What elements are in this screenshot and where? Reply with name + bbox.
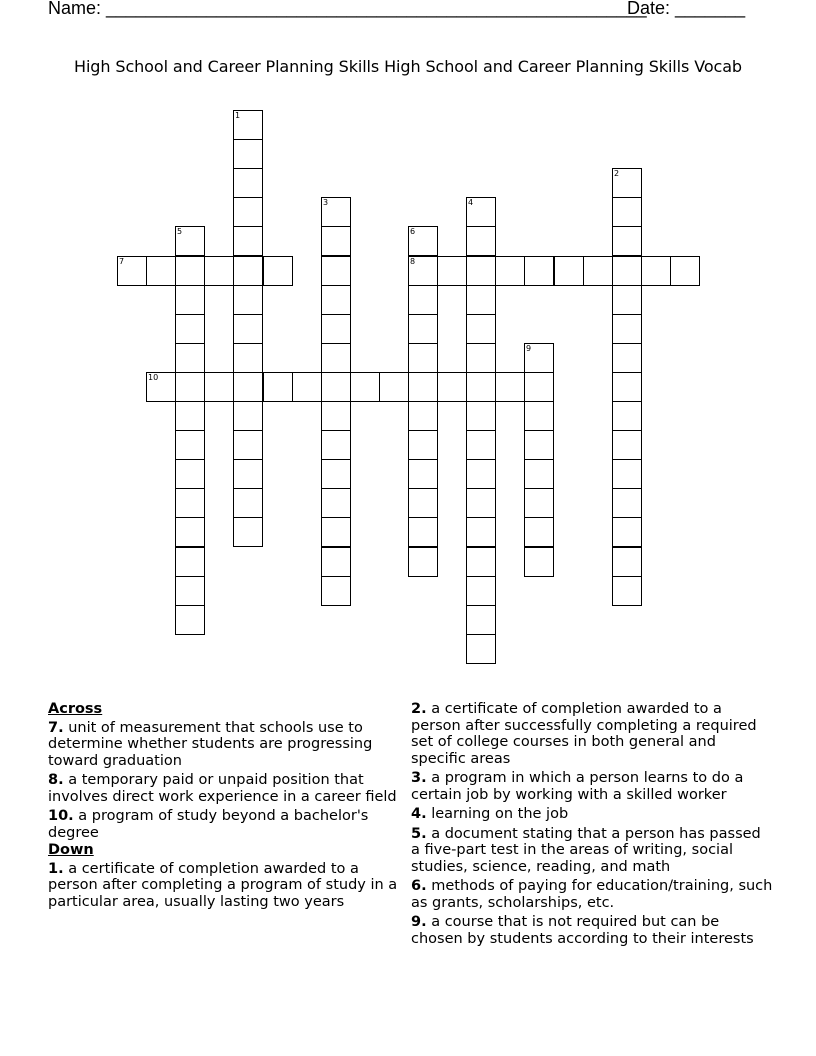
- clue-across-8: [48, 772, 398, 805]
- grid-cell[interactable]: [612, 168, 642, 198]
- grid-cell[interactable]: [466, 314, 496, 344]
- grid-cell[interactable]: [466, 343, 496, 373]
- grid-cell[interactable]: [263, 256, 293, 286]
- clue-down-9: [411, 914, 773, 947]
- grid-cell[interactable]: [321, 372, 351, 402]
- grid-cell[interactable]: [524, 459, 554, 489]
- down-heading: Down: [48, 842, 94, 858]
- clue-across-10: [48, 808, 398, 841]
- grid-cell[interactable]: [146, 372, 176, 402]
- grid-cell[interactable]: [175, 285, 205, 315]
- grid-cell[interactable]: [524, 401, 554, 431]
- clue-number: 2.: [411, 701, 427, 717]
- grid-cell[interactable]: [233, 401, 263, 431]
- clue-across-7: [48, 720, 398, 770]
- grid-cell[interactable]: [321, 314, 351, 344]
- cell-number: 9: [526, 344, 532, 353]
- grid-cell[interactable]: [408, 488, 438, 518]
- cell-number: 10: [148, 373, 159, 382]
- clue-text: a program of study beyond a bachelor's degree: [48, 808, 369, 841]
- clue-number: 9.: [411, 914, 427, 930]
- clue-text: learning on the job: [431, 806, 569, 822]
- clue-down-6: [411, 878, 773, 911]
- clue-number: 8.: [48, 772, 64, 788]
- grid-cell[interactable]: [175, 401, 205, 431]
- clue-number: 10.: [48, 808, 74, 824]
- grid-cell[interactable]: [524, 430, 554, 460]
- grid-cell[interactable]: [146, 256, 176, 286]
- grid-cell[interactable]: [321, 197, 351, 227]
- grid-cell[interactable]: [466, 226, 496, 256]
- grid-cell[interactable]: [466, 401, 496, 431]
- grid-cell[interactable]: [321, 226, 351, 256]
- grid-cell[interactable]: [321, 285, 351, 315]
- grid-cell[interactable]: [612, 547, 642, 577]
- grid-cell[interactable]: [233, 168, 263, 198]
- grid-cell[interactable]: [408, 343, 438, 373]
- grid-cell[interactable]: [321, 547, 351, 577]
- grid-cell[interactable]: [408, 401, 438, 431]
- grid-cell[interactable]: [408, 547, 438, 577]
- grid-cell[interactable]: [466, 197, 496, 227]
- grid-cell[interactable]: [292, 372, 322, 402]
- cell-number: 1: [235, 111, 241, 120]
- puzzle-title: High School and Career Planning Skills High School and Career Planning Skills Vocab: [74, 57, 742, 76]
- grid-cell[interactable]: [233, 139, 263, 169]
- grid-cell[interactable]: [321, 576, 351, 606]
- grid-cell[interactable]: [641, 256, 671, 286]
- grid-cell[interactable]: [321, 401, 351, 431]
- grid-cell[interactable]: [321, 256, 351, 286]
- grid-cell[interactable]: [175, 488, 205, 518]
- grid-cell[interactable]: [175, 459, 205, 489]
- grid-cell[interactable]: [233, 256, 263, 286]
- grid-cell[interactable]: [612, 256, 642, 286]
- grid-cell[interactable]: [175, 576, 205, 606]
- grid-cell[interactable]: [670, 256, 700, 286]
- cell-number: 6: [410, 227, 416, 236]
- grid-cell[interactable]: [466, 517, 496, 547]
- grid-cell[interactable]: [321, 459, 351, 489]
- clue-down-2: [411, 701, 773, 767]
- grid-cell[interactable]: [524, 517, 554, 547]
- grid-cell[interactable]: [204, 372, 234, 402]
- grid-cell[interactable]: [350, 372, 380, 402]
- date-field[interactable]: Date: _______: [627, 0, 746, 18]
- grid-cell[interactable]: [466, 285, 496, 315]
- grid-cell[interactable]: [175, 343, 205, 373]
- grid-cell[interactable]: [175, 430, 205, 460]
- clues-column-right: [411, 701, 773, 950]
- grid-cell[interactable]: [175, 314, 205, 344]
- grid-cell[interactable]: [612, 401, 642, 431]
- clue-text: unit of measurement that schools use to determine whether students are progressing toward graduation: [48, 719, 373, 769]
- cell-number: 3: [323, 198, 329, 207]
- clue-number: 1.: [48, 860, 64, 877]
- grid-cell[interactable]: [612, 576, 642, 606]
- clue-down-4: [411, 806, 773, 823]
- grid-cell[interactable]: [263, 372, 293, 402]
- grid-cell[interactable]: [233, 197, 263, 227]
- grid-cell[interactable]: [233, 488, 263, 518]
- clue-text: a program in which a person learns to do a certain job by working with a skilled worker: [411, 770, 744, 803]
- grid-cell[interactable]: [524, 343, 554, 373]
- grid-cell[interactable]: [612, 517, 642, 547]
- clue-text: a course that is not required but can be chosen by students according to their interests: [411, 914, 754, 947]
- cell-number: 7: [119, 257, 125, 266]
- grid-cell[interactable]: [466, 605, 496, 635]
- clue-down-5: [411, 826, 773, 876]
- grid-cell[interactable]: [466, 372, 496, 402]
- grid-cell[interactable]: [524, 488, 554, 518]
- grid-cell[interactable]: [175, 517, 205, 547]
- grid-cell[interactable]: [612, 488, 642, 518]
- grid-cell[interactable]: [408, 430, 438, 460]
- cell-number: 4: [468, 198, 474, 207]
- cell-number: 8: [410, 257, 416, 266]
- grid-cell[interactable]: [379, 372, 409, 402]
- grid-cell[interactable]: [175, 547, 205, 577]
- clue-text: a temporary paid or unpaid position that involves direct work experience in a career field: [48, 772, 397, 805]
- grid-cell[interactable]: [408, 285, 438, 315]
- cell-number: 2: [614, 169, 620, 178]
- grid-cell[interactable]: [466, 256, 496, 286]
- grid-cell[interactable]: [612, 430, 642, 460]
- grid-cell[interactable]: [233, 430, 263, 460]
- grid-cell[interactable]: [175, 226, 205, 256]
- grid-cell[interactable]: [524, 372, 554, 402]
- grid-cell[interactable]: [408, 517, 438, 547]
- cell-number: 5: [177, 227, 183, 236]
- grid-cell[interactable]: [612, 314, 642, 344]
- grid-cell[interactable]: [233, 226, 263, 256]
- grid-cell[interactable]: [612, 197, 642, 227]
- grid-cell[interactable]: [233, 517, 263, 547]
- grid-cell[interactable]: [321, 343, 351, 373]
- grid-cell[interactable]: [612, 226, 642, 256]
- grid-cell[interactable]: [233, 372, 263, 402]
- grid-cell[interactable]: [321, 430, 351, 460]
- grid-cell[interactable]: [408, 226, 438, 256]
- grid-cell[interactable]: [466, 459, 496, 489]
- clues-column-left: [48, 701, 398, 913]
- grid-cell[interactable]: [175, 605, 205, 635]
- grid-cell[interactable]: [408, 372, 438, 402]
- grid-cell[interactable]: [466, 634, 496, 664]
- grid-cell[interactable]: [204, 256, 234, 286]
- grid-cell[interactable]: [233, 285, 263, 315]
- clue-down-1: [48, 861, 398, 911]
- clue-text: a certificate of completion awarded to a person after successfully completing a required set of college courses in both general and specific areas: [411, 701, 757, 767]
- grid-cell[interactable]: [233, 343, 263, 373]
- grid-cell[interactable]: [583, 256, 613, 286]
- grid-cell[interactable]: [408, 256, 438, 286]
- grid-cell[interactable]: [612, 343, 642, 373]
- grid-cell[interactable]: [437, 372, 467, 402]
- grid-cell[interactable]: [612, 372, 642, 402]
- grid-cell[interactable]: [495, 256, 525, 286]
- grid-cell[interactable]: [524, 547, 554, 577]
- grid-cell[interactable]: [466, 547, 496, 577]
- grid-cell[interactable]: [466, 488, 496, 518]
- grid-cell[interactable]: [175, 372, 205, 402]
- grid-cell[interactable]: [233, 314, 263, 344]
- grid-cell[interactable]: [524, 256, 554, 286]
- grid-cell[interactable]: [437, 256, 467, 286]
- clue-text: methods of paying for education/training, such as grants, scholarships, etc.: [411, 878, 773, 911]
- grid-cell[interactable]: [466, 576, 496, 606]
- grid-cell[interactable]: [408, 314, 438, 344]
- name-field[interactable]: Name: ______________________________________________________: [48, 0, 647, 18]
- grid-cell[interactable]: [554, 256, 584, 286]
- grid-cell[interactable]: [175, 256, 205, 286]
- clue-number: 3.: [411, 770, 427, 786]
- grid-cell[interactable]: [612, 285, 642, 315]
- grid-cell[interactable]: [321, 488, 351, 518]
- clue-number: 4.: [411, 806, 427, 822]
- clue-down-3: [411, 770, 773, 803]
- clue-text: a certificate of completion awarded to a person after completing a program of study in a particular area, usually lasting two years: [48, 860, 398, 910]
- grid-cell[interactable]: [321, 517, 351, 547]
- grid-cell[interactable]: [612, 459, 642, 489]
- grid-cell[interactable]: [233, 110, 263, 140]
- grid-cell[interactable]: [466, 430, 496, 460]
- grid-cell[interactable]: [117, 256, 147, 286]
- clue-text: a document stating that a person has passed a five-part test in the areas of writing, social studies, science, reading, and math: [411, 825, 761, 875]
- clue-number: 6.: [411, 878, 427, 894]
- clue-number: 5.: [411, 825, 427, 842]
- clue-number: 7.: [48, 719, 64, 736]
- across-heading: Across: [48, 701, 103, 717]
- grid-cell[interactable]: [233, 459, 263, 489]
- grid-cell[interactable]: [408, 459, 438, 489]
- grid-cell[interactable]: [495, 372, 525, 402]
